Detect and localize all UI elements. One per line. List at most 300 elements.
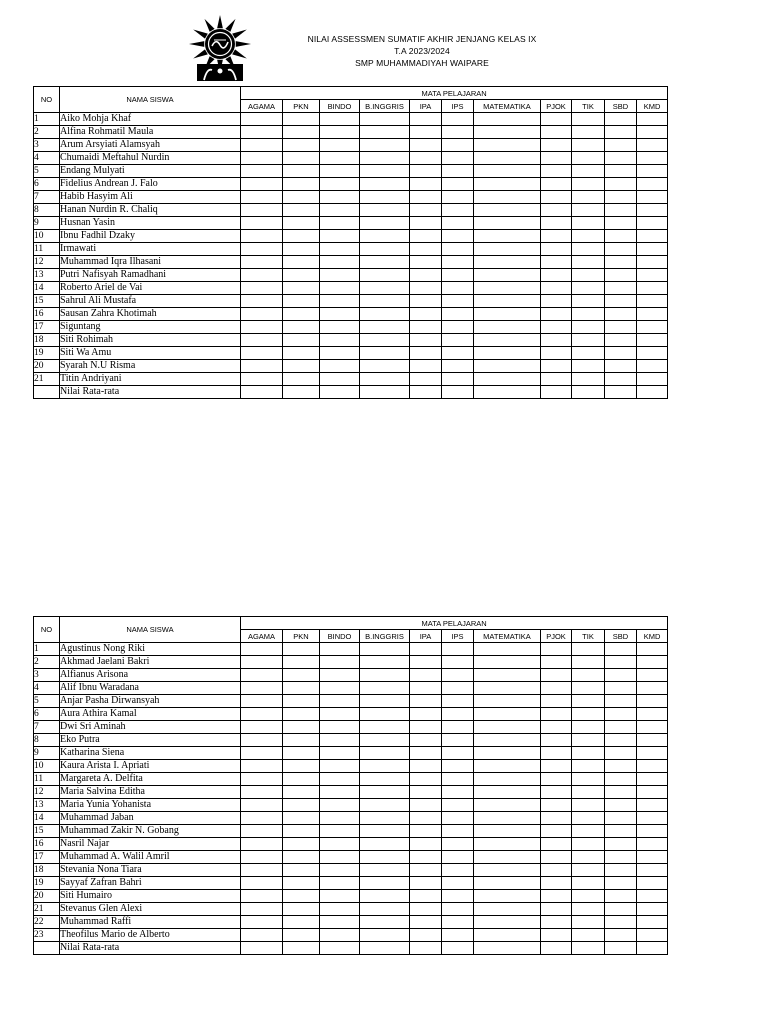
grade-cell[interactable] xyxy=(283,760,320,773)
average-cell[interactable] xyxy=(283,386,320,399)
grade-cell[interactable] xyxy=(637,890,668,903)
average-cell[interactable] xyxy=(320,942,360,955)
grade-cell[interactable] xyxy=(241,230,283,243)
grade-cell[interactable] xyxy=(541,851,572,864)
grade-cell[interactable] xyxy=(541,230,572,243)
grade-cell[interactable] xyxy=(541,929,572,942)
grade-cell[interactable] xyxy=(320,903,360,916)
grade-cell[interactable] xyxy=(572,204,605,217)
grade-cell[interactable] xyxy=(360,113,410,126)
grade-cell[interactable] xyxy=(360,669,410,682)
grade-cell[interactable] xyxy=(360,838,410,851)
grade-cell[interactable] xyxy=(541,152,572,165)
grade-cell[interactable] xyxy=(442,838,474,851)
grade-cell[interactable] xyxy=(442,217,474,230)
grade-cell[interactable] xyxy=(410,760,442,773)
grade-cell[interactable] xyxy=(283,256,320,269)
average-cell[interactable] xyxy=(410,386,442,399)
grade-cell[interactable] xyxy=(605,373,637,386)
grade-cell[interactable] xyxy=(410,230,442,243)
grade-cell[interactable] xyxy=(541,282,572,295)
grade-cell[interactable] xyxy=(474,890,541,903)
grade-cell[interactable] xyxy=(637,916,668,929)
grade-cell[interactable] xyxy=(241,643,283,656)
grade-cell[interactable] xyxy=(474,825,541,838)
grade-cell[interactable] xyxy=(241,890,283,903)
grade-cell[interactable] xyxy=(637,734,668,747)
grade-cell[interactable] xyxy=(474,308,541,321)
grade-cell[interactable] xyxy=(572,695,605,708)
grade-cell[interactable] xyxy=(360,890,410,903)
grade-cell[interactable] xyxy=(637,360,668,373)
grade-cell[interactable] xyxy=(605,682,637,695)
grade-cell[interactable] xyxy=(241,916,283,929)
grade-cell[interactable] xyxy=(541,165,572,178)
average-cell[interactable] xyxy=(474,386,541,399)
grade-cell[interactable] xyxy=(410,295,442,308)
grade-cell[interactable] xyxy=(637,243,668,256)
grade-cell[interactable] xyxy=(605,204,637,217)
grade-cell[interactable] xyxy=(637,695,668,708)
grade-cell[interactable] xyxy=(541,334,572,347)
grade-cell[interactable] xyxy=(360,373,410,386)
grade-cell[interactable] xyxy=(637,282,668,295)
grade-cell[interactable] xyxy=(442,643,474,656)
grade-cell[interactable] xyxy=(241,217,283,230)
grade-cell[interactable] xyxy=(360,812,410,825)
grade-cell[interactable] xyxy=(442,321,474,334)
grade-cell[interactable] xyxy=(572,669,605,682)
grade-cell[interactable] xyxy=(320,269,360,282)
grade-cell[interactable] xyxy=(283,126,320,139)
grade-cell[interactable] xyxy=(360,760,410,773)
grade-cell[interactable] xyxy=(360,152,410,165)
grade-cell[interactable] xyxy=(241,269,283,282)
grade-cell[interactable] xyxy=(283,682,320,695)
grade-cell[interactable] xyxy=(241,243,283,256)
grade-cell[interactable] xyxy=(410,890,442,903)
grade-cell[interactable] xyxy=(360,747,410,760)
grade-cell[interactable] xyxy=(474,217,541,230)
grade-cell[interactable] xyxy=(283,695,320,708)
grade-cell[interactable] xyxy=(410,812,442,825)
grade-cell[interactable] xyxy=(241,682,283,695)
grade-cell[interactable] xyxy=(442,669,474,682)
grade-cell[interactable] xyxy=(410,877,442,890)
grade-cell[interactable] xyxy=(474,903,541,916)
grade-cell[interactable] xyxy=(410,669,442,682)
grade-cell[interactable] xyxy=(241,825,283,838)
grade-cell[interactable] xyxy=(442,773,474,786)
grade-cell[interactable] xyxy=(637,165,668,178)
average-cell[interactable] xyxy=(605,942,637,955)
average-cell[interactable] xyxy=(320,386,360,399)
grade-cell[interactable] xyxy=(283,721,320,734)
grade-cell[interactable] xyxy=(283,165,320,178)
grade-cell[interactable] xyxy=(605,152,637,165)
grade-cell[interactable] xyxy=(283,308,320,321)
grade-cell[interactable] xyxy=(474,708,541,721)
grade-cell[interactable] xyxy=(241,308,283,321)
grade-cell[interactable] xyxy=(320,334,360,347)
grade-cell[interactable] xyxy=(442,256,474,269)
grade-cell[interactable] xyxy=(572,269,605,282)
grade-cell[interactable] xyxy=(320,929,360,942)
grade-cell[interactable] xyxy=(541,373,572,386)
grade-cell[interactable] xyxy=(541,916,572,929)
grade-cell[interactable] xyxy=(637,217,668,230)
grade-cell[interactable] xyxy=(241,656,283,669)
grade-cell[interactable] xyxy=(572,295,605,308)
grade-cell[interactable] xyxy=(241,877,283,890)
grade-cell[interactable] xyxy=(283,191,320,204)
grade-cell[interactable] xyxy=(442,230,474,243)
grade-cell[interactable] xyxy=(474,347,541,360)
grade-cell[interactable] xyxy=(320,360,360,373)
grade-cell[interactable] xyxy=(605,734,637,747)
grade-cell[interactable] xyxy=(360,786,410,799)
grade-cell[interactable] xyxy=(442,708,474,721)
grade-cell[interactable] xyxy=(442,360,474,373)
grade-cell[interactable] xyxy=(241,864,283,877)
grade-cell[interactable] xyxy=(360,256,410,269)
grade-cell[interactable] xyxy=(637,682,668,695)
grade-cell[interactable] xyxy=(572,864,605,877)
grade-cell[interactable] xyxy=(637,708,668,721)
grade-cell[interactable] xyxy=(605,890,637,903)
grade-cell[interactable] xyxy=(474,230,541,243)
grade-cell[interactable] xyxy=(605,191,637,204)
grade-cell[interactable] xyxy=(474,877,541,890)
grade-cell[interactable] xyxy=(474,334,541,347)
grade-cell[interactable] xyxy=(474,864,541,877)
grade-cell[interactable] xyxy=(283,360,320,373)
grade-cell[interactable] xyxy=(605,656,637,669)
grade-cell[interactable] xyxy=(442,191,474,204)
grade-cell[interactable] xyxy=(541,747,572,760)
grade-cell[interactable] xyxy=(572,916,605,929)
grade-cell[interactable] xyxy=(442,373,474,386)
grade-cell[interactable] xyxy=(572,643,605,656)
grade-cell[interactable] xyxy=(474,786,541,799)
grade-cell[interactable] xyxy=(474,269,541,282)
grade-cell[interactable] xyxy=(637,178,668,191)
grade-cell[interactable] xyxy=(320,877,360,890)
grade-cell[interactable] xyxy=(360,643,410,656)
grade-cell[interactable] xyxy=(605,178,637,191)
grade-cell[interactable] xyxy=(360,295,410,308)
average-cell[interactable] xyxy=(360,942,410,955)
grade-cell[interactable] xyxy=(442,903,474,916)
grade-cell[interactable] xyxy=(572,191,605,204)
grade-cell[interactable] xyxy=(410,165,442,178)
grade-cell[interactable] xyxy=(572,877,605,890)
grade-cell[interactable] xyxy=(541,295,572,308)
grade-cell[interactable] xyxy=(572,734,605,747)
grade-cell[interactable] xyxy=(410,864,442,877)
grade-cell[interactable] xyxy=(410,204,442,217)
grade-cell[interactable] xyxy=(572,721,605,734)
grade-cell[interactable] xyxy=(320,113,360,126)
grade-cell[interactable] xyxy=(410,113,442,126)
grade-cell[interactable] xyxy=(360,178,410,191)
grade-cell[interactable] xyxy=(605,230,637,243)
grade-cell[interactable] xyxy=(320,786,360,799)
grade-cell[interactable] xyxy=(283,243,320,256)
grade-cell[interactable] xyxy=(605,360,637,373)
grade-cell[interactable] xyxy=(605,799,637,812)
grade-cell[interactable] xyxy=(360,825,410,838)
grade-cell[interactable] xyxy=(474,916,541,929)
grade-cell[interactable] xyxy=(283,773,320,786)
grade-cell[interactable] xyxy=(541,708,572,721)
average-cell[interactable] xyxy=(637,942,668,955)
grade-cell[interactable] xyxy=(360,360,410,373)
grade-cell[interactable] xyxy=(572,799,605,812)
average-cell[interactable] xyxy=(541,942,572,955)
grade-cell[interactable] xyxy=(241,734,283,747)
grade-cell[interactable] xyxy=(241,347,283,360)
grade-cell[interactable] xyxy=(283,373,320,386)
grade-cell[interactable] xyxy=(474,360,541,373)
grade-cell[interactable] xyxy=(572,838,605,851)
grade-cell[interactable] xyxy=(474,747,541,760)
grade-cell[interactable] xyxy=(572,890,605,903)
grade-cell[interactable] xyxy=(360,864,410,877)
grade-cell[interactable] xyxy=(320,916,360,929)
grade-cell[interactable] xyxy=(541,721,572,734)
grade-cell[interactable] xyxy=(283,643,320,656)
grade-cell[interactable] xyxy=(572,347,605,360)
grade-cell[interactable] xyxy=(572,708,605,721)
grade-cell[interactable] xyxy=(637,851,668,864)
grade-cell[interactable] xyxy=(410,734,442,747)
grade-cell[interactable] xyxy=(410,282,442,295)
grade-cell[interactable] xyxy=(572,334,605,347)
grade-cell[interactable] xyxy=(442,165,474,178)
grade-cell[interactable] xyxy=(320,230,360,243)
grade-cell[interactable] xyxy=(360,230,410,243)
grade-cell[interactable] xyxy=(474,256,541,269)
grade-cell[interactable] xyxy=(474,929,541,942)
grade-cell[interactable] xyxy=(572,165,605,178)
grade-cell[interactable] xyxy=(474,695,541,708)
grade-cell[interactable] xyxy=(442,734,474,747)
grade-cell[interactable] xyxy=(360,269,410,282)
grade-cell[interactable] xyxy=(283,321,320,334)
grade-cell[interactable] xyxy=(410,643,442,656)
grade-cell[interactable] xyxy=(541,243,572,256)
grade-cell[interactable] xyxy=(442,812,474,825)
grade-cell[interactable] xyxy=(637,929,668,942)
grade-cell[interactable] xyxy=(410,256,442,269)
grade-cell[interactable] xyxy=(360,165,410,178)
grade-cell[interactable] xyxy=(474,373,541,386)
grade-cell[interactable] xyxy=(605,256,637,269)
grade-cell[interactable] xyxy=(474,643,541,656)
grade-cell[interactable] xyxy=(474,760,541,773)
grade-cell[interactable] xyxy=(360,347,410,360)
grade-cell[interactable] xyxy=(320,656,360,669)
grade-cell[interactable] xyxy=(320,308,360,321)
grade-cell[interactable] xyxy=(572,747,605,760)
grade-cell[interactable] xyxy=(320,825,360,838)
grade-cell[interactable] xyxy=(572,812,605,825)
grade-cell[interactable] xyxy=(541,347,572,360)
grade-cell[interactable] xyxy=(360,243,410,256)
grade-cell[interactable] xyxy=(320,373,360,386)
grade-cell[interactable] xyxy=(541,760,572,773)
grade-cell[interactable] xyxy=(637,139,668,152)
grade-cell[interactable] xyxy=(241,760,283,773)
grade-cell[interactable] xyxy=(474,191,541,204)
grade-cell[interactable] xyxy=(320,747,360,760)
grade-cell[interactable] xyxy=(637,113,668,126)
grade-cell[interactable] xyxy=(320,204,360,217)
grade-cell[interactable] xyxy=(283,916,320,929)
average-cell[interactable] xyxy=(605,386,637,399)
grade-cell[interactable] xyxy=(410,178,442,191)
grade-cell[interactable] xyxy=(637,786,668,799)
grade-cell[interactable] xyxy=(410,799,442,812)
grade-cell[interactable] xyxy=(637,269,668,282)
grade-cell[interactable] xyxy=(320,643,360,656)
grade-cell[interactable] xyxy=(360,773,410,786)
grade-cell[interactable] xyxy=(474,838,541,851)
grade-cell[interactable] xyxy=(442,695,474,708)
grade-cell[interactable] xyxy=(442,295,474,308)
grade-cell[interactable] xyxy=(442,282,474,295)
grade-cell[interactable] xyxy=(320,721,360,734)
grade-cell[interactable] xyxy=(283,204,320,217)
grade-cell[interactable] xyxy=(572,243,605,256)
grade-cell[interactable] xyxy=(541,734,572,747)
grade-cell[interactable] xyxy=(241,708,283,721)
grade-cell[interactable] xyxy=(572,760,605,773)
grade-cell[interactable] xyxy=(320,890,360,903)
grade-cell[interactable] xyxy=(442,799,474,812)
grade-cell[interactable] xyxy=(320,282,360,295)
grade-cell[interactable] xyxy=(410,916,442,929)
grade-cell[interactable] xyxy=(410,191,442,204)
grade-cell[interactable] xyxy=(442,864,474,877)
average-cell[interactable] xyxy=(442,942,474,955)
grade-cell[interactable] xyxy=(320,256,360,269)
grade-cell[interactable] xyxy=(605,877,637,890)
grade-cell[interactable] xyxy=(360,721,410,734)
grade-cell[interactable] xyxy=(320,734,360,747)
grade-cell[interactable] xyxy=(637,643,668,656)
grade-cell[interactable] xyxy=(474,204,541,217)
grade-cell[interactable] xyxy=(410,334,442,347)
grade-cell[interactable] xyxy=(283,734,320,747)
grade-cell[interactable] xyxy=(442,126,474,139)
grade-cell[interactable] xyxy=(360,191,410,204)
average-cell[interactable] xyxy=(572,386,605,399)
grade-cell[interactable] xyxy=(474,656,541,669)
grade-cell[interactable] xyxy=(474,851,541,864)
grade-cell[interactable] xyxy=(241,178,283,191)
grade-cell[interactable] xyxy=(442,747,474,760)
grade-cell[interactable] xyxy=(637,308,668,321)
grade-cell[interactable] xyxy=(637,256,668,269)
grade-cell[interactable] xyxy=(474,721,541,734)
grade-cell[interactable] xyxy=(241,139,283,152)
grade-cell[interactable] xyxy=(360,799,410,812)
grade-cell[interactable] xyxy=(442,916,474,929)
grade-cell[interactable] xyxy=(410,851,442,864)
grade-cell[interactable] xyxy=(360,877,410,890)
grade-cell[interactable] xyxy=(605,669,637,682)
grade-cell[interactable] xyxy=(605,721,637,734)
grade-cell[interactable] xyxy=(605,139,637,152)
grade-cell[interactable] xyxy=(360,695,410,708)
average-cell[interactable] xyxy=(410,942,442,955)
grade-cell[interactable] xyxy=(283,747,320,760)
grade-cell[interactable] xyxy=(605,269,637,282)
grade-cell[interactable] xyxy=(605,812,637,825)
grade-cell[interactable] xyxy=(410,373,442,386)
grade-cell[interactable] xyxy=(572,230,605,243)
grade-cell[interactable] xyxy=(605,695,637,708)
grade-cell[interactable] xyxy=(320,864,360,877)
grade-cell[interactable] xyxy=(320,165,360,178)
grade-cell[interactable] xyxy=(283,295,320,308)
grade-cell[interactable] xyxy=(474,113,541,126)
grade-cell[interactable] xyxy=(442,721,474,734)
grade-cell[interactable] xyxy=(541,256,572,269)
grade-cell[interactable] xyxy=(637,864,668,877)
grade-cell[interactable] xyxy=(241,721,283,734)
grade-cell[interactable] xyxy=(360,217,410,230)
grade-cell[interactable] xyxy=(320,126,360,139)
grade-cell[interactable] xyxy=(474,773,541,786)
grade-cell[interactable] xyxy=(442,851,474,864)
grade-cell[interactable] xyxy=(572,126,605,139)
grade-cell[interactable] xyxy=(241,929,283,942)
grade-cell[interactable] xyxy=(283,708,320,721)
grade-cell[interactable] xyxy=(572,113,605,126)
grade-cell[interactable] xyxy=(474,682,541,695)
grade-cell[interactable] xyxy=(241,903,283,916)
grade-cell[interactable] xyxy=(320,812,360,825)
grade-cell[interactable] xyxy=(320,838,360,851)
grade-cell[interactable] xyxy=(410,786,442,799)
grade-cell[interactable] xyxy=(283,282,320,295)
grade-cell[interactable] xyxy=(541,695,572,708)
grade-cell[interactable] xyxy=(541,656,572,669)
grade-cell[interactable] xyxy=(605,643,637,656)
grade-cell[interactable] xyxy=(572,152,605,165)
grade-cell[interactable] xyxy=(572,825,605,838)
grade-cell[interactable] xyxy=(605,113,637,126)
grade-cell[interactable] xyxy=(283,825,320,838)
grade-cell[interactable] xyxy=(572,903,605,916)
grade-cell[interactable] xyxy=(410,682,442,695)
grade-cell[interactable] xyxy=(637,321,668,334)
grade-cell[interactable] xyxy=(637,825,668,838)
grade-cell[interactable] xyxy=(442,204,474,217)
grade-cell[interactable] xyxy=(474,152,541,165)
grade-cell[interactable] xyxy=(442,890,474,903)
grade-cell[interactable] xyxy=(442,308,474,321)
grade-cell[interactable] xyxy=(637,191,668,204)
grade-cell[interactable] xyxy=(241,360,283,373)
grade-cell[interactable] xyxy=(320,295,360,308)
grade-cell[interactable] xyxy=(360,656,410,669)
grade-cell[interactable] xyxy=(541,191,572,204)
grade-cell[interactable] xyxy=(320,139,360,152)
